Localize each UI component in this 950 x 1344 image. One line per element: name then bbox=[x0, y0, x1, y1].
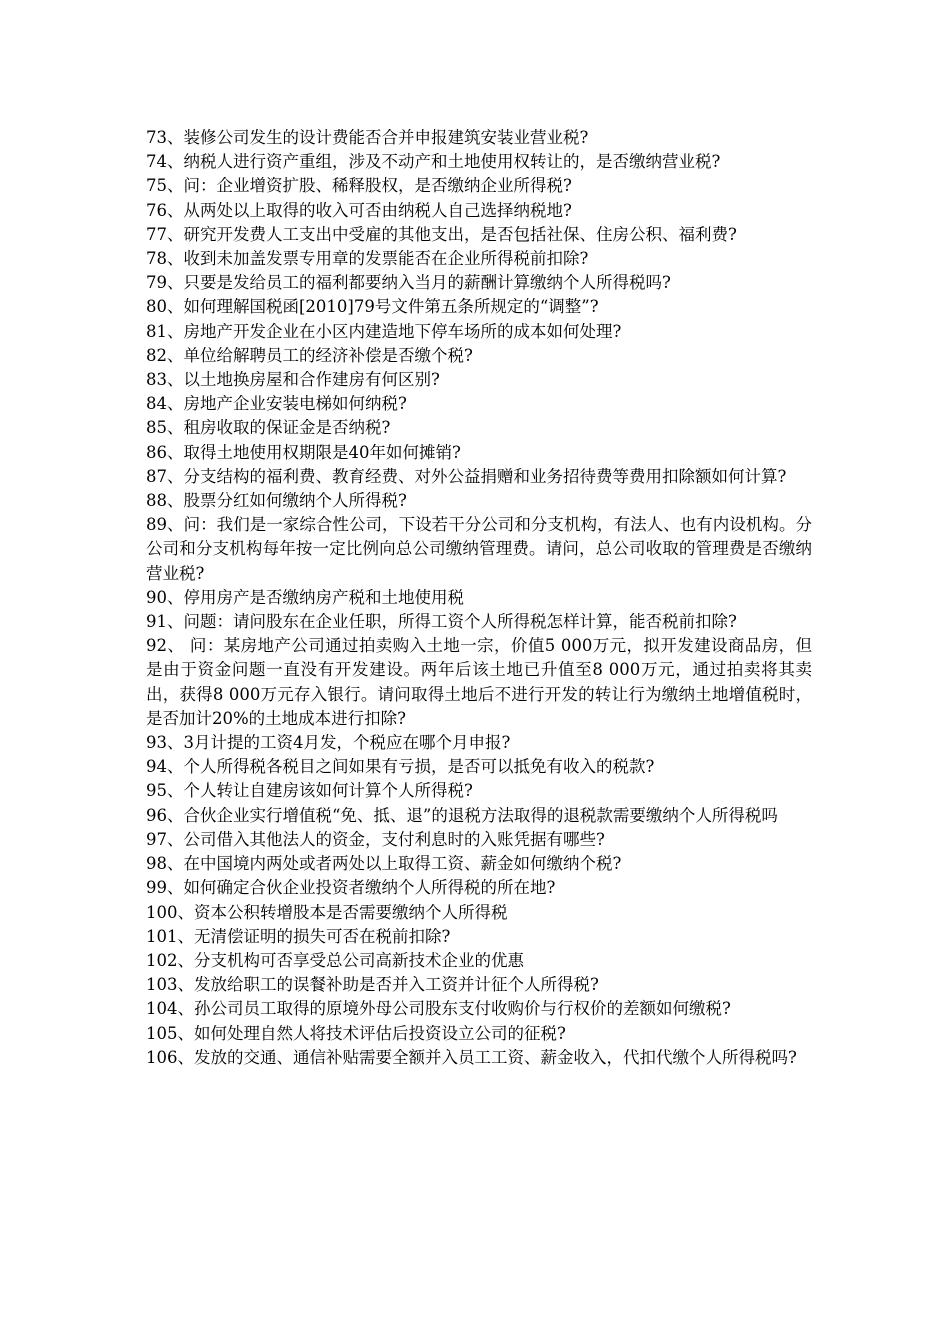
question-item: 78、收到未加盖发票专用章的发票能否在企业所得税前扣除? bbox=[146, 249, 589, 269]
question-item: 99、如何确定合伙企业投资者缴纳个人所得税的所在地? bbox=[146, 878, 556, 898]
question-item: 88、股票分红如何缴纳个人所得税? bbox=[146, 491, 407, 511]
question-item: 91、问题：请问股东在企业任职，所得工资个人所得税怎样计算，能否税前扣除? bbox=[146, 612, 737, 632]
question-item: 73、装修公司发生的设计费能否合并申报建筑安装业营业税? bbox=[146, 128, 589, 147]
question-item: 106、发放的交通、通信补贴需要全额并入员工工资、薪金收入，代扣代缴个人所得税吗? bbox=[146, 1047, 797, 1067]
question-item: 77、研究开发费人工支出中受雇的其他支出，是否包括社保、住房公积、福利费? bbox=[146, 224, 737, 244]
question-item: 90、停用房产是否缴纳房产税和土地使用税 bbox=[146, 587, 464, 607]
question-item: 97、公司借入其他法人的资金，支付利息时的入账凭据有哪些? bbox=[146, 829, 605, 849]
question-item: 95、个人转让自建房该如何计算个人所得税? bbox=[146, 781, 473, 801]
question-item: 74、纳税人进行资产重组，涉及不动产和土地使用权转让的，是否缴纳营业税? bbox=[146, 152, 721, 172]
question-item: 85、租房收取的保证金是否纳税? bbox=[146, 418, 391, 438]
question-item: 81、房地产开发企业在小区内建造地下停车场所的成本如何处理? bbox=[146, 321, 622, 341]
question-item: 93、3月计提的工资4月发，个税应在哪个月申报? bbox=[146, 733, 511, 753]
question-item: 98、在中国境内两处或者两处以上取得工资、薪金如何缴纳个税? bbox=[146, 854, 622, 874]
question-item: 79、只要是发给员工的福利都要纳入当月的薪酬计算缴纳个人所得税吗? bbox=[146, 273, 671, 293]
question-item: 101、无清偿证明的损失可否在税前扣除? bbox=[146, 926, 451, 946]
question-item: 84、房地产企业安装电梯如何纳税? bbox=[146, 394, 407, 414]
question-item: 100、资本公积转增股本是否需要缴纳个人所得税 bbox=[146, 902, 508, 922]
question-item: 104、孙公司员工取得的原境外母公司股东支付收购价与行权价的差额如何缴税? bbox=[146, 999, 731, 1019]
question-item: 83、以土地换房屋和合作建房有何区别? bbox=[146, 370, 440, 390]
question-list bbox=[146, 126, 812, 1070]
question-item: 105、如何处理自然人将技术评估后投资设立公司的征税? bbox=[146, 1023, 566, 1043]
question-item: 80、如何理解国税函[2010]79号文件第五条所规定的“调整”? bbox=[146, 297, 599, 317]
question-item: 89、问：我们是一家综合性公司，下设若干分公司和分支机构，有法人、也有内设机构。分公司和分支机构每年按一定比例向总公司缴纳管理费。请问，总公司收取的管理费是否缴纳营业税? bbox=[146, 515, 812, 583]
question-item: 75、问：企业增资扩股、稀释股权，是否缴纳企业所得税? bbox=[146, 176, 572, 196]
question-item: 103、发放给职工的误餐补助是否并入工资并计征个人所得税? bbox=[146, 975, 599, 995]
question-item: 102、分支机构可否享受总公司高新技术企业的优惠 bbox=[146, 950, 524, 970]
question-item: 86、取得土地使用权期限是40年如何摊销? bbox=[146, 442, 461, 462]
question-item: 92、 问：某房地产公司通过拍卖购入土地一宗，价值5 000万元，拟开发建设商品房，但是由于资金问题一直没有开发建设。两年后该土地已升值至8 000万元，通过拍卖将其卖出，获得8 000万元存入银行。请问取得土地后不进行开发的转让行为缴纳土地增值税时，是否加计20%的土地成本进行扣除? bbox=[146, 636, 812, 728]
question-item: 96、合伙企业实行增值税“免、抵、退”的退税方法取得的退税款需要缴纳个人所得税吗 bbox=[146, 805, 778, 825]
question-item: 82、单位给解聘员工的经济补偿是否缴个税? bbox=[146, 345, 473, 365]
question-item: 87、分支结构的福利费、教育经费、对外公益捐赠和业务招待费等费用扣除额如何计算? bbox=[146, 466, 787, 486]
question-item: 94、个人所得税各税目之间如果有亏损，是否可以抵免有收入的税款? bbox=[146, 757, 655, 777]
question-item: 76、从两处以上取得的收入可否由纳税人自己选择纳税地? bbox=[146, 200, 572, 220]
